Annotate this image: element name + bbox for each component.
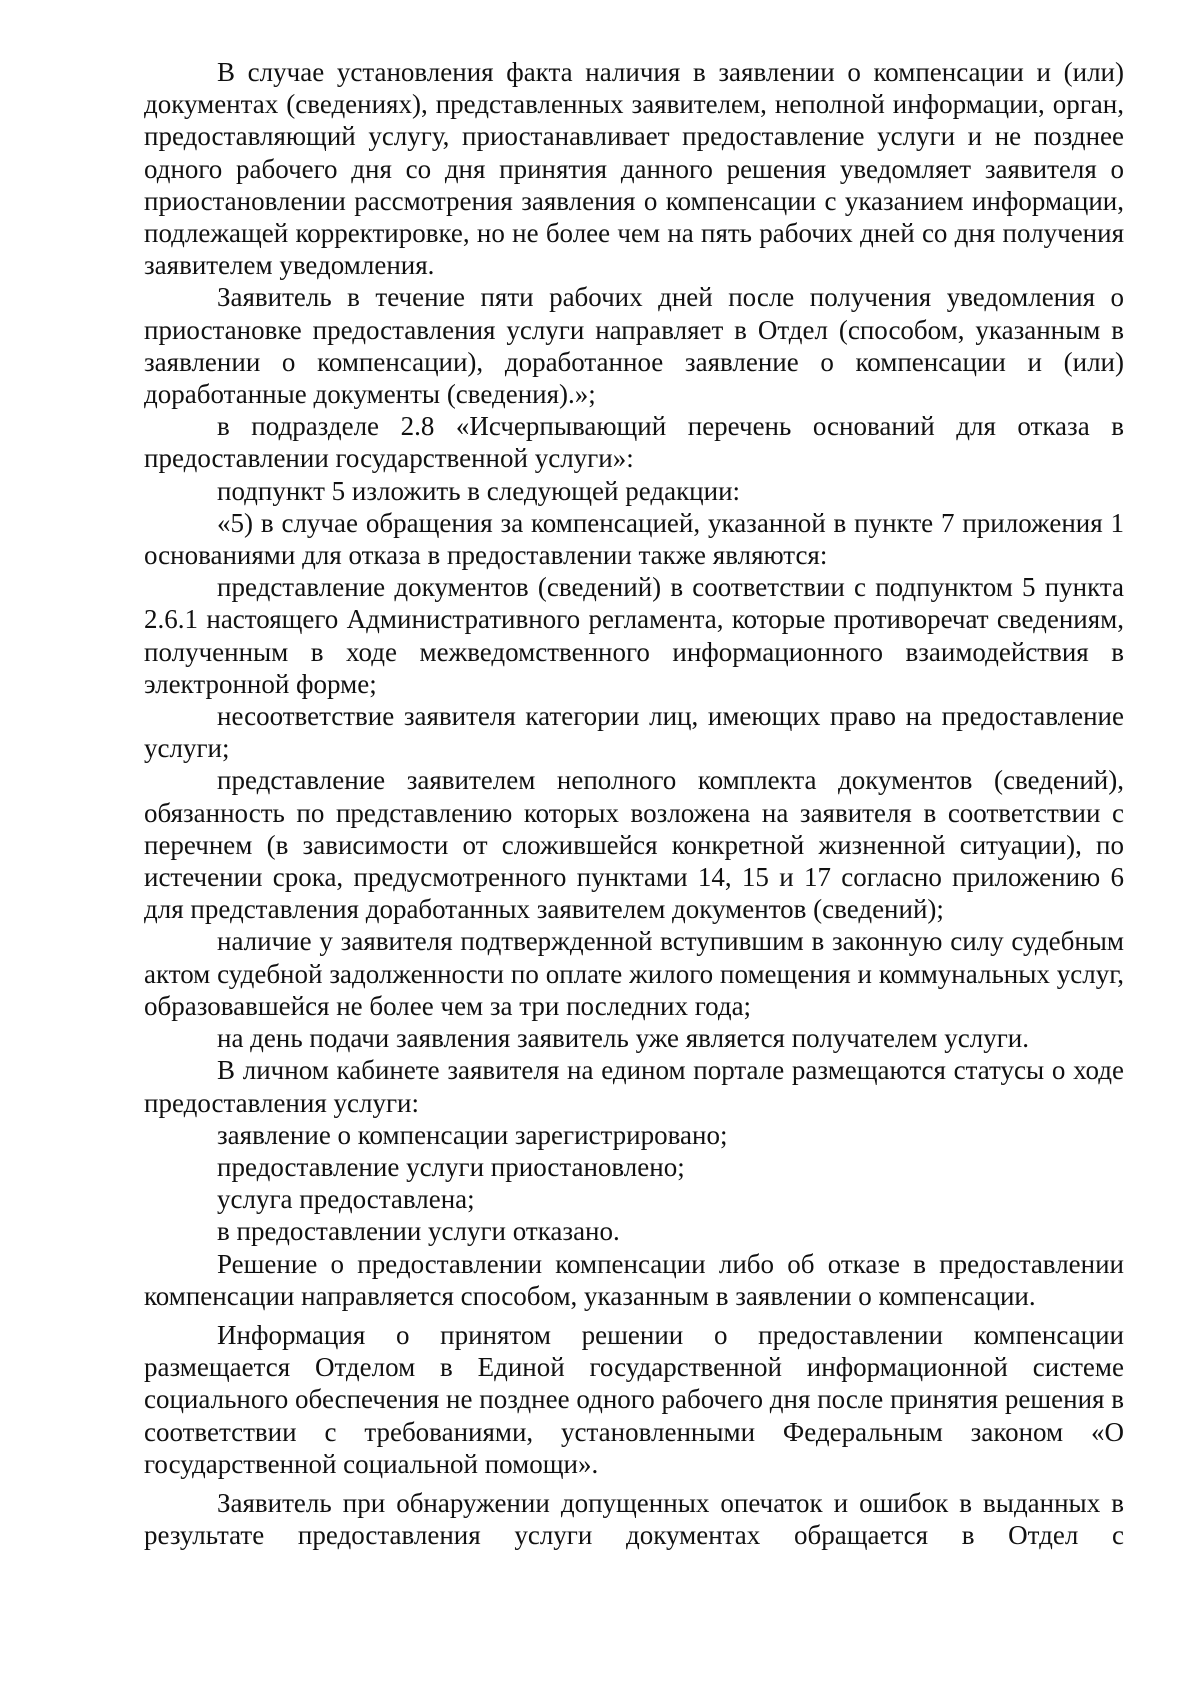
paragraph-subitem-5: подпункт 5 изложить в следующей редакции:: [217, 475, 741, 506]
paragraph-decision-delivery: Решение о предоставлении компенсации либо об отказе в предоставлении компенсации направляется способом, указанным в заявлении о компенсации.: [144, 1248, 1124, 1311]
paragraph-information-posting: Информация о принятом решении о предоставлении компенсации размещается Отделом в Единой государственной информационной системе социального обеспечения не позднее одного рабочего дня после принятия решения в соответствии с требованиями, установленными Федеральным законом «О государственной социальной помощи».: [144, 1319, 1124, 1479]
paragraph-suspension: В случае установления факта наличия в заявлении о компенсации и (или) документах (сведениях), представленных заявителем, неполной информации, орган, предоставляющий услугу, приостанавливает предоставление услуги и не позднее одного рабочего дня со дня принятия данного решения уведомляет заявителя о приостановлении рассмотрения заявления о компенсации с указанием информации, подлежащей корректировке, но не более чем на пять рабочих дней со дня получения заявителем уведомления.: [144, 57, 1124, 281]
paragraph-applicant-resubmission: Заявитель в течение пяти рабочих дней после получения уведомления о приостановке предоставления услуги направляет в Отдел (способом, указанным в заявлении о компенсации), доработанное заявление о компенсации и (или) доработанные документы (сведения).»;: [144, 282, 1124, 410]
paragraph-category-mismatch: несоответствие заявителя категории лиц, имеющих право на предоставление услуги;: [144, 701, 1124, 764]
paragraph-subsection-2-8: в подразделе 2.8 «Исчерпывающий перечень оснований для отказа в предоставлении государственной услуги»:: [144, 411, 1124, 474]
document-page: [144, 56, 1124, 1551]
paragraph-status-suspended: предоставление услуги приостановлено;: [217, 1151, 685, 1182]
paragraph-incomplete-documents: представление заявителем неполного комплекта документов (сведений), обязанность по представлению которых возложена на заявителя в соответствии с перечнем (в зависимости от сложившейся конкретной жизненной ситуации), по истечении срока, предусмотренного пунктами 14, 15 и 17 согласно приложению 6 для представления доработанных заявителем документов (сведений);: [144, 765, 1124, 925]
paragraph-personal-cabinet: В личном кабинете заявителя на едином портале размещаются статусы о ходе предоставления услуги:: [144, 1055, 1124, 1118]
paragraph-status-refused: в предоставлении услуги отказано.: [217, 1216, 620, 1247]
paragraph-contradicting-documents: представление документов (сведений) в соответствии с подпунктом 5 пункта 2.6.1 настоящего Административного регламента, которые противоречат сведениям, полученным в ходе межведомственного информационного взаимодействия в электронной форме;: [144, 572, 1124, 699]
paragraph-typo-correction: Заявитель при обнаружении допущенных опечаток и ошибок в выданных в результате предоставления услуги документах обращается в Отдел с: [144, 1487, 1124, 1551]
paragraph-status-registered: заявление о компенсации зарегистрировано;: [217, 1119, 728, 1150]
paragraph-already-recipient: на день подачи заявления заявитель уже является получателем услуги.: [217, 1023, 1029, 1054]
paragraph-status-provided: услуга предоставлена;: [217, 1184, 475, 1215]
paragraph-item-5-grounds: «5) в случае обращения за компенсацией, указанной в пункте 7 приложения 1 основаниями для отказа в предоставлении также являются:: [144, 507, 1124, 571]
paragraph-debt: наличие у заявителя подтвержденной вступившим в законную силу судебным актом судебной задолженности по оплате жилого помещения и коммунальных услуг, образовавшейся не более чем за три последних года;: [144, 926, 1124, 1021]
